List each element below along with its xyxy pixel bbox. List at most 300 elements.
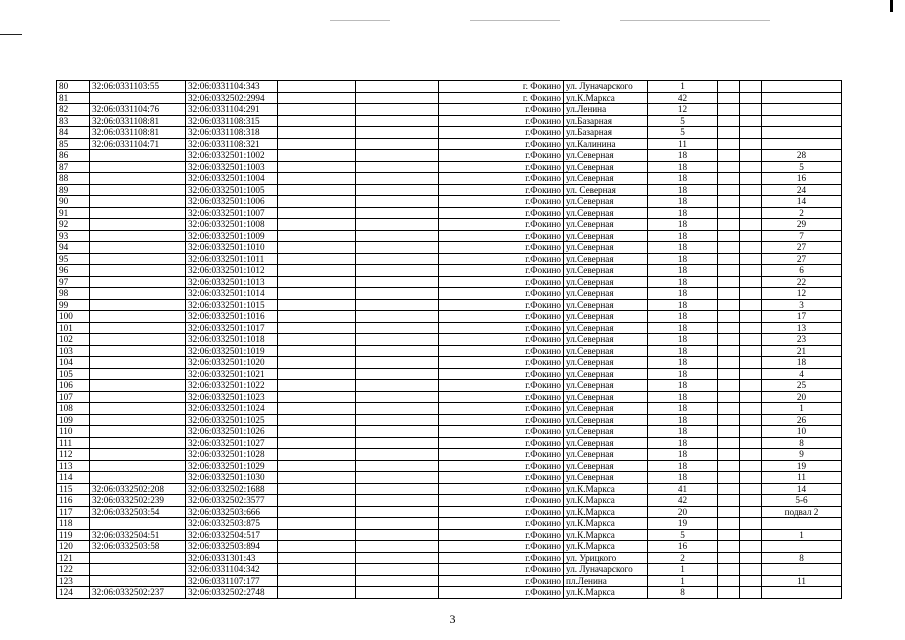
cadastral-number-object: 32:06:0332501:1019 [186, 345, 278, 357]
empty-cell [356, 391, 439, 403]
city-cell: г.Фокино [439, 219, 564, 231]
empty-cell [278, 506, 356, 518]
apartment-cell: 1 [762, 529, 842, 541]
cadastral-number-object: 32:06:0332501:1024 [186, 403, 278, 415]
cadastral-number-land: 32:06:0331104:76 [90, 104, 186, 116]
street-cell: ул.К.Маркса [564, 495, 648, 507]
empty-cell [740, 230, 762, 242]
empty-cell [278, 460, 356, 472]
empty-cell [356, 161, 439, 173]
city-cell: г.Фокино [439, 265, 564, 277]
street-cell: ул.Базарная [564, 127, 648, 139]
empty-cell [718, 495, 740, 507]
row-number: 100 [57, 311, 90, 323]
street-cell: ул.Северная [564, 368, 648, 380]
house-cell: 18 [648, 380, 718, 392]
empty-cell [356, 564, 439, 576]
cadastral-number-object: 32:06:0332501:1029 [186, 460, 278, 472]
street-cell: ул. Северная [564, 184, 648, 196]
cadastral-number-object: 32:06:0331108:315 [186, 115, 278, 127]
cadastral-number-land [90, 472, 186, 484]
empty-cell [740, 81, 762, 93]
city-cell: г.Фокино [439, 115, 564, 127]
cadastral-number-land: 32:06:0332502:237 [90, 587, 186, 599]
empty-cell [278, 483, 356, 495]
city-cell: г.Фокино [439, 242, 564, 254]
house-cell: 18 [648, 345, 718, 357]
row-number: 119 [57, 529, 90, 541]
row-number: 93 [57, 230, 90, 242]
empty-cell [740, 541, 762, 553]
street-cell: ул.Ленина [564, 104, 648, 116]
table-row [57, 276, 842, 288]
table-row [57, 242, 842, 254]
empty-cell [356, 196, 439, 208]
empty-cell [740, 564, 762, 576]
house-cell: 18 [648, 391, 718, 403]
apartment-cell: 18 [762, 357, 842, 369]
street-cell: ул.Северная [564, 253, 648, 265]
row-number: 107 [57, 391, 90, 403]
street-cell: ул.Северная [564, 161, 648, 173]
table-row [57, 380, 842, 392]
empty-cell [356, 437, 439, 449]
empty-cell [278, 529, 356, 541]
cadastral-number-land [90, 299, 186, 311]
house-cell: 18 [648, 265, 718, 277]
table-row [57, 587, 842, 599]
empty-cell [356, 173, 439, 185]
table-row [57, 483, 842, 495]
empty-cell [718, 219, 740, 231]
row-number: 86 [57, 150, 90, 162]
street-cell: ул.К.Маркса [564, 483, 648, 495]
empty-cell [356, 575, 439, 587]
city-cell: г. Фокино [439, 81, 564, 93]
cadastral-number-object: 32:06:0332504:517 [186, 529, 278, 541]
street-cell: ул.К.Маркса [564, 587, 648, 599]
street-cell: ул.Северная [564, 391, 648, 403]
empty-cell [718, 368, 740, 380]
empty-cell [718, 449, 740, 461]
street-cell: ул. Луначарского [564, 564, 648, 576]
empty-cell [718, 184, 740, 196]
row-number: 123 [57, 575, 90, 587]
empty-cell [740, 92, 762, 104]
registry-table [56, 80, 842, 599]
cadastral-number-land [90, 552, 186, 564]
cadastral-number-land [90, 276, 186, 288]
empty-cell [740, 414, 762, 426]
cadastral-number-land [90, 219, 186, 231]
cadastral-number-land: 32:06:0331108:81 [90, 115, 186, 127]
city-cell: г.Фокино [439, 518, 564, 530]
house-cell: 18 [648, 230, 718, 242]
empty-cell [356, 449, 439, 461]
house-cell: 18 [648, 196, 718, 208]
cadastral-number-object: 32:06:0332501:1030 [186, 472, 278, 484]
house-cell: 16 [648, 541, 718, 553]
cadastral-number-land [90, 564, 186, 576]
cadastral-number-object: 32:06:0331104:343 [186, 81, 278, 93]
house-cell: 11 [648, 138, 718, 150]
empty-cell [718, 161, 740, 173]
street-cell: ул.Северная [564, 414, 648, 426]
cadastral-number-land [90, 391, 186, 403]
empty-cell [718, 357, 740, 369]
apartment-cell: 4 [762, 368, 842, 380]
city-cell: г.Фокино [439, 207, 564, 219]
empty-cell [356, 460, 439, 472]
table-row [57, 173, 842, 185]
city-cell: г.Фокино [439, 150, 564, 162]
house-cell: 18 [648, 161, 718, 173]
empty-cell [356, 138, 439, 150]
row-number: 109 [57, 414, 90, 426]
row-number: 118 [57, 518, 90, 530]
city-cell: г.Фокино [439, 345, 564, 357]
row-number: 120 [57, 541, 90, 553]
street-cell: ул.Северная [564, 311, 648, 323]
empty-cell [278, 334, 356, 346]
street-cell: ул.Северная [564, 334, 648, 346]
apartment-cell: 3 [762, 299, 842, 311]
apartment-cell: 16 [762, 173, 842, 185]
empty-cell [356, 334, 439, 346]
empty-cell [278, 219, 356, 231]
empty-cell [740, 219, 762, 231]
table-row [57, 414, 842, 426]
house-cell: 5 [648, 529, 718, 541]
cadastral-number-land: 32:06:0332503:54 [90, 506, 186, 518]
scan-noise [330, 20, 390, 21]
cadastral-number-object: 32:06:0332501:1018 [186, 334, 278, 346]
cadastral-number-object: 32:06:0332501:1004 [186, 173, 278, 185]
apartment-cell [762, 587, 842, 599]
table-row [57, 92, 842, 104]
cadastral-number-object: 32:06:0332501:1015 [186, 299, 278, 311]
cadastral-number-land [90, 518, 186, 530]
table-row [57, 311, 842, 323]
empty-cell [718, 403, 740, 415]
empty-cell [740, 184, 762, 196]
cadastral-number-object: 32:06:0332501:1003 [186, 161, 278, 173]
empty-cell [718, 127, 740, 139]
table-row [57, 138, 842, 150]
empty-cell [740, 196, 762, 208]
table-row [57, 391, 842, 403]
empty-cell [278, 345, 356, 357]
empty-cell [740, 575, 762, 587]
city-cell: г.Фокино [439, 276, 564, 288]
street-cell: ул.Северная [564, 426, 648, 438]
table-row [57, 265, 842, 277]
table-row [57, 184, 842, 196]
empty-cell [356, 207, 439, 219]
empty-cell [356, 81, 439, 93]
house-cell: 18 [648, 242, 718, 254]
apartment-cell: 28 [762, 150, 842, 162]
cadastral-number-land: 32:06:0332504:51 [90, 529, 186, 541]
street-cell: ул.Северная [564, 219, 648, 231]
cadastral-number-object: 32:06:0332501:1017 [186, 322, 278, 334]
row-number: 80 [57, 81, 90, 93]
empty-cell [718, 541, 740, 553]
table-row [57, 127, 842, 139]
house-cell: 18 [648, 472, 718, 484]
table-row [57, 460, 842, 472]
apartment-cell: 1 [762, 403, 842, 415]
empty-cell [278, 403, 356, 415]
empty-cell [278, 311, 356, 323]
street-cell: пл.Ленина [564, 575, 648, 587]
empty-cell [356, 276, 439, 288]
empty-cell [278, 357, 356, 369]
street-cell: ул.Базарная [564, 115, 648, 127]
cadastral-number-land [90, 437, 186, 449]
street-cell: ул. Урицкого [564, 552, 648, 564]
cadastral-number-land [90, 334, 186, 346]
street-cell: ул.Северная [564, 207, 648, 219]
cadastral-number-object: 32:06:0332502:1688 [186, 483, 278, 495]
empty-cell [356, 219, 439, 231]
empty-cell [718, 575, 740, 587]
row-number: 124 [57, 587, 90, 599]
city-cell: г. Фокино [439, 92, 564, 104]
apartment-cell [762, 127, 842, 139]
street-cell: ул.Северная [564, 380, 648, 392]
table-row [57, 253, 842, 265]
house-cell: 19 [648, 518, 718, 530]
row-number: 83 [57, 115, 90, 127]
apartment-cell: 6 [762, 265, 842, 277]
apartment-cell: 27 [762, 253, 842, 265]
empty-cell [740, 322, 762, 334]
table-row [57, 403, 842, 415]
empty-cell [740, 173, 762, 185]
row-number: 89 [57, 184, 90, 196]
empty-cell [718, 81, 740, 93]
apartment-cell [762, 81, 842, 93]
street-cell: ул.Северная [564, 265, 648, 277]
empty-cell [278, 115, 356, 127]
city-cell: г.Фокино [439, 196, 564, 208]
empty-cell [356, 506, 439, 518]
house-cell: 18 [648, 253, 718, 265]
empty-cell [740, 506, 762, 518]
empty-cell [740, 518, 762, 530]
street-cell: ул.Северная [564, 472, 648, 484]
empty-cell [718, 196, 740, 208]
apartment-cell: 10 [762, 426, 842, 438]
apartment-cell: 8 [762, 437, 842, 449]
empty-cell [740, 334, 762, 346]
table-row [57, 575, 842, 587]
table-row [57, 334, 842, 346]
apartment-cell: 25 [762, 380, 842, 392]
empty-cell [740, 276, 762, 288]
cadastral-number-land: 32:06:0331103:55 [90, 81, 186, 93]
empty-cell [718, 322, 740, 334]
house-cell: 41 [648, 483, 718, 495]
table-row [57, 472, 842, 484]
empty-cell [740, 150, 762, 162]
empty-cell [278, 196, 356, 208]
house-cell: 18 [648, 184, 718, 196]
empty-cell [718, 115, 740, 127]
cadastral-number-object: 32:06:0331107:177 [186, 575, 278, 587]
empty-cell [278, 472, 356, 484]
row-number: 121 [57, 552, 90, 564]
empty-cell [740, 368, 762, 380]
cadastral-number-land [90, 460, 186, 472]
empty-cell [356, 230, 439, 242]
city-cell: г.Фокино [439, 483, 564, 495]
empty-cell [278, 552, 356, 564]
row-number: 115 [57, 483, 90, 495]
city-cell: г.Фокино [439, 403, 564, 415]
empty-cell [278, 161, 356, 173]
table-row [57, 196, 842, 208]
cadastral-number-object: 32:06:0332501:1010 [186, 242, 278, 254]
city-cell: г.Фокино [439, 564, 564, 576]
house-cell: 5 [648, 127, 718, 139]
city-cell: г.Фокино [439, 472, 564, 484]
row-number: 116 [57, 495, 90, 507]
apartment-cell [762, 564, 842, 576]
house-cell: 18 [648, 288, 718, 300]
empty-cell [718, 552, 740, 564]
empty-cell [718, 460, 740, 472]
table-row [57, 104, 842, 116]
row-number: 102 [57, 334, 90, 346]
empty-cell [740, 311, 762, 323]
cadastral-number-land: 32:06:0332502:239 [90, 495, 186, 507]
empty-cell [278, 299, 356, 311]
cadastral-number-land: 32:06:0331108:81 [90, 127, 186, 139]
cadastral-number-land [90, 322, 186, 334]
empty-cell [278, 449, 356, 461]
cadastral-number-land [90, 345, 186, 357]
empty-cell [718, 380, 740, 392]
row-number: 88 [57, 173, 90, 185]
empty-cell [740, 426, 762, 438]
city-cell: г.Фокино [439, 322, 564, 334]
empty-cell [740, 138, 762, 150]
cadastral-number-object: 32:06:0332501:1012 [186, 265, 278, 277]
cadastral-number-object: 32:06:0332501:1027 [186, 437, 278, 449]
cadastral-number-object: 32:06:0331104:291 [186, 104, 278, 116]
apartment-cell [762, 115, 842, 127]
table-row [57, 219, 842, 231]
cadastral-number-object: 32:06:0332501:1006 [186, 196, 278, 208]
empty-cell [278, 104, 356, 116]
empty-cell [356, 104, 439, 116]
house-cell: 8 [648, 587, 718, 599]
page-number: 3 [449, 612, 456, 626]
empty-cell [356, 426, 439, 438]
empty-cell [356, 403, 439, 415]
cadastral-number-object: 32:06:0332501:1020 [186, 357, 278, 369]
street-cell: ул.Северная [564, 196, 648, 208]
empty-cell [278, 437, 356, 449]
cadastral-number-object: 32:06:0332501:1025 [186, 414, 278, 426]
empty-cell [356, 472, 439, 484]
empty-cell [718, 230, 740, 242]
table-row [57, 299, 842, 311]
empty-cell [356, 242, 439, 254]
row-number: 114 [57, 472, 90, 484]
cadastral-number-object: 32:06:0332502:2994 [186, 92, 278, 104]
table-row [57, 541, 842, 553]
empty-cell [356, 265, 439, 277]
table-row [57, 426, 842, 438]
scan-line [0, 34, 22, 35]
empty-cell [278, 92, 356, 104]
empty-cell [740, 115, 762, 127]
empty-cell [278, 265, 356, 277]
cadastral-number-object: 32:06:0331104:342 [186, 564, 278, 576]
empty-cell [278, 173, 356, 185]
row-number: 112 [57, 449, 90, 461]
empty-cell [278, 81, 356, 93]
city-cell: г.Фокино [439, 426, 564, 438]
empty-cell [278, 564, 356, 576]
row-number: 104 [57, 357, 90, 369]
table-row [57, 345, 842, 357]
house-cell: 2 [648, 552, 718, 564]
empty-cell [718, 265, 740, 277]
street-cell: ул.Северная [564, 299, 648, 311]
street-cell: ул.Северная [564, 345, 648, 357]
empty-cell [718, 414, 740, 426]
street-cell: ул.Северная [564, 403, 648, 415]
row-number: 101 [57, 322, 90, 334]
empty-cell [278, 541, 356, 553]
empty-cell [740, 161, 762, 173]
empty-cell [718, 92, 740, 104]
row-number: 91 [57, 207, 90, 219]
cadastral-number-land [90, 414, 186, 426]
house-cell: 18 [648, 334, 718, 346]
city-cell: г.Фокино [439, 357, 564, 369]
apartment-cell [762, 92, 842, 104]
row-number: 111 [57, 437, 90, 449]
cadastral-number-object: 32:06:0332501:1008 [186, 219, 278, 231]
street-cell: ул.К.Маркса [564, 541, 648, 553]
cadastral-number-land [90, 184, 186, 196]
city-cell: г.Фокино [439, 506, 564, 518]
cadastral-number-object: 32:06:0332501:1014 [186, 288, 278, 300]
row-number: 96 [57, 265, 90, 277]
empty-cell [718, 437, 740, 449]
cadastral-number-object: 32:06:0331301:43 [186, 552, 278, 564]
empty-cell [278, 276, 356, 288]
scan-noise [620, 20, 770, 21]
empty-cell [718, 483, 740, 495]
empty-cell [278, 391, 356, 403]
cadastral-number-object: 32:06:0332501:1011 [186, 253, 278, 265]
scan-noise [470, 20, 560, 21]
cadastral-number-land [90, 426, 186, 438]
empty-cell [356, 587, 439, 599]
empty-cell [740, 403, 762, 415]
empty-cell [740, 207, 762, 219]
empty-cell [740, 529, 762, 541]
empty-cell [356, 483, 439, 495]
cadastral-number-object: 32:06:0332502:2748 [186, 587, 278, 599]
house-cell: 18 [648, 403, 718, 415]
